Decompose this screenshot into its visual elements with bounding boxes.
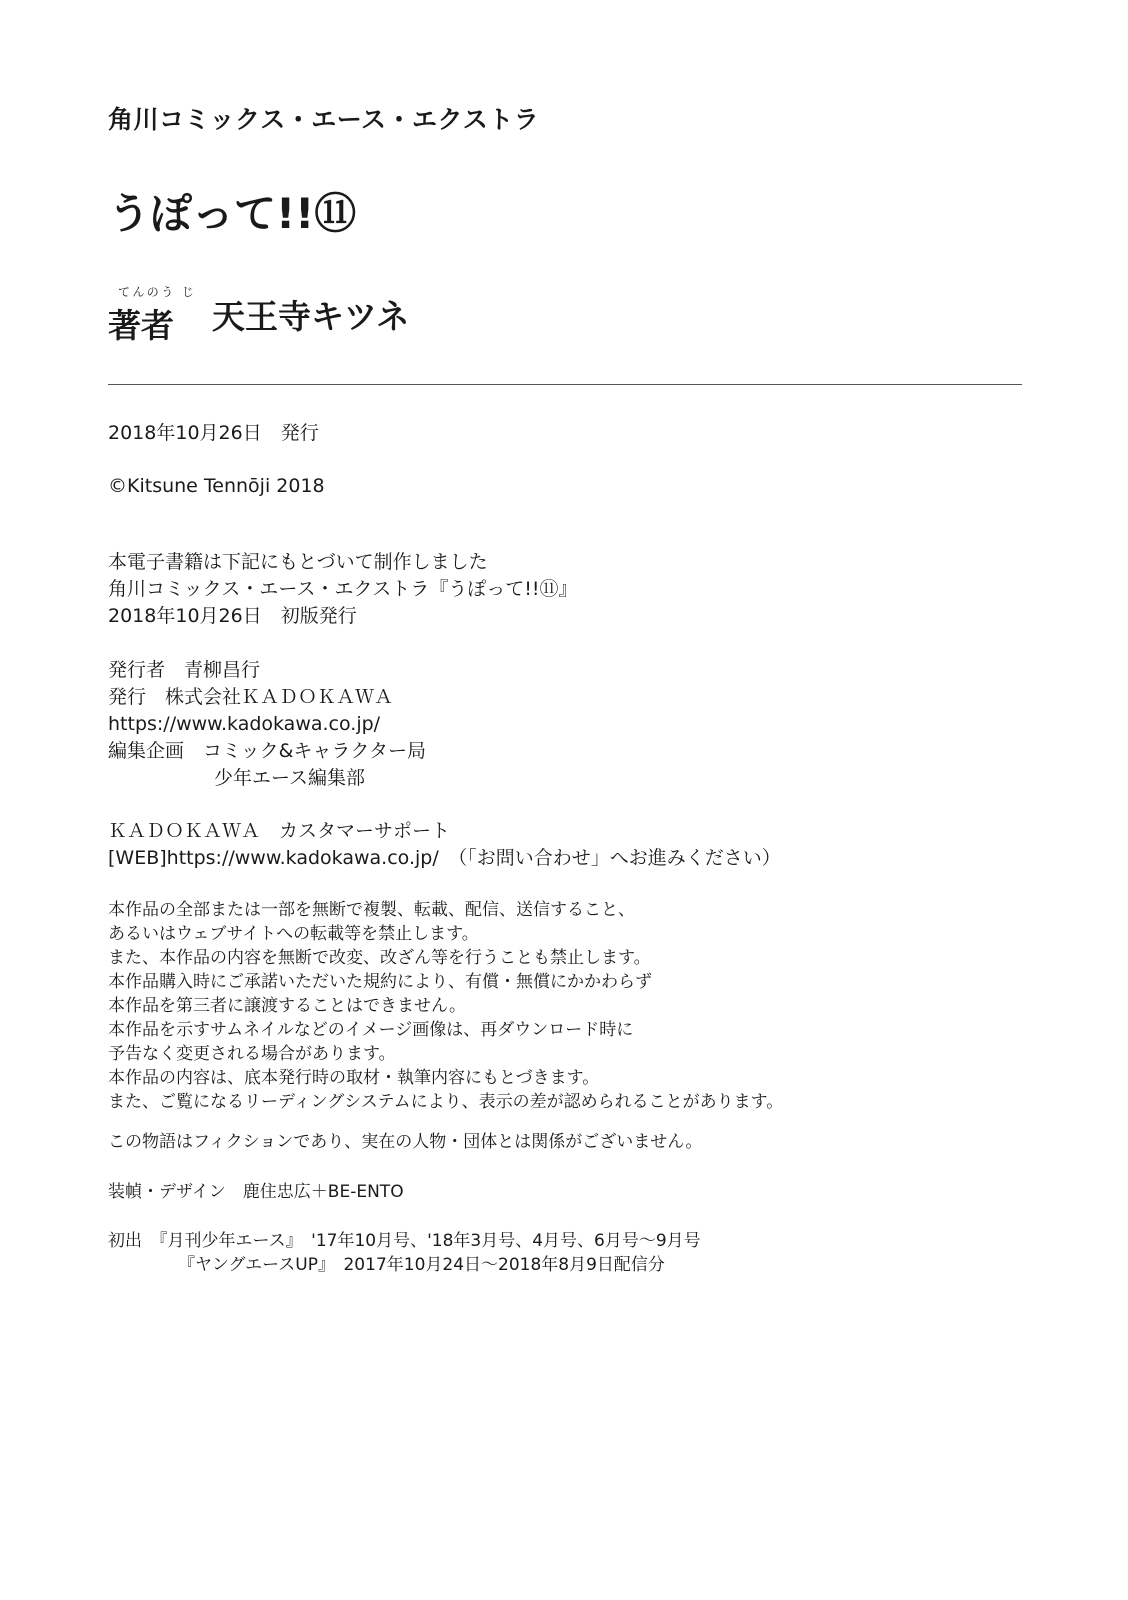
author-name-wrap: [212, 297, 410, 336]
first-publication-line: 初出 『月刊少年エース』 '17年10月号、'18年3月号、4月号、6月号～9月号: [108, 1231, 701, 1251]
publishing-company-line: 発行 株式会社ＫＡＤＯＫＡＷＡ: [108, 686, 394, 708]
legal-notice: [108, 898, 783, 1114]
first-publication-block: [108, 1229, 701, 1277]
support-web: [WEB]https://www.kadokawa.co.jp/ （「お問い合わせ」へお進みください）: [108, 847, 781, 869]
fiction-notice-block: [108, 1130, 702, 1154]
design-credit-block: [108, 1180, 404, 1204]
ebook-note-line: 角川コミックス・エース・エクストラ『うぽって!!⑪』: [108, 578, 578, 600]
editorial-line: 編集企画 コミック&キャラクター局: [108, 740, 427, 762]
legal-line: 本作品の内容は、底本発行時の取材・執筆内容にもとづきます。: [108, 1068, 600, 1088]
author-name: 天王寺キツネ: [212, 297, 410, 336]
ebook-note-line: 2018年10月26日 初版発行: [108, 605, 357, 627]
support-title: ＫＡＤＯＫＡＷＡ カスタマーサポート: [108, 820, 451, 842]
series-name: 角川コミックス・エース・エクストラ: [108, 105, 540, 134]
ebook-note-line: 本電子書籍は下記にもとづいて制作しました: [108, 551, 488, 573]
copyright-block: [108, 473, 325, 500]
publication-block: [108, 420, 319, 447]
book-title: うぽって!!⑪: [108, 189, 357, 238]
first-publication-line: 『ヤングエースUP』 2017年10月24日～2018年8月9日配信分: [178, 1255, 665, 1275]
legal-line: また、ご覧になるリーディングシステムにより、表示の差が認められることがあります。: [108, 1092, 784, 1112]
divider: [108, 384, 1022, 385]
publisher-info: [108, 657, 426, 792]
author-label: 著者: [108, 306, 174, 345]
copyright: ©Kitsune Tennōji 2018: [108, 475, 325, 497]
design-credit: 装幀・デザイン 鹿住忠広＋BE-ENTO: [108, 1182, 404, 1202]
author-name-ruby: てんのう じ: [118, 285, 197, 299]
fiction-notice: この物語はフィクションであり、実在の人物・団体とは関係がございません。: [108, 1132, 703, 1152]
legal-line: 本作品を示すサムネイルなどのイメージ画像は、再ダウンロード時に: [108, 1020, 634, 1040]
legal-line: 本作品の全部または一部を無断で複製、転載、配信、送信すること、: [108, 900, 635, 920]
legal-line: また、本作品の内容を無断で改変、改ざん等を行うことも禁止します。: [108, 948, 651, 968]
legal-line: 予告なく変更される場合があります。: [108, 1044, 396, 1064]
publisher-url: https://www.kadokawa.co.jp/: [108, 713, 381, 735]
customer-support: [108, 818, 781, 872]
publish-date: 2018年10月26日 発行: [108, 422, 319, 444]
ebook-note: [108, 549, 578, 630]
publisher-line: 発行者 青柳昌行: [108, 659, 261, 681]
editorial-dept: 少年エース編集部: [214, 767, 366, 789]
legal-line: あるいはウェブサイトへの転載等を禁止します。: [108, 924, 479, 944]
legal-line: 本作品を第三者に譲渡することはできません。: [108, 996, 467, 1016]
legal-line: 本作品購入時にご承諾いただいた規約により、有償・無償にかかわらず: [108, 972, 652, 992]
